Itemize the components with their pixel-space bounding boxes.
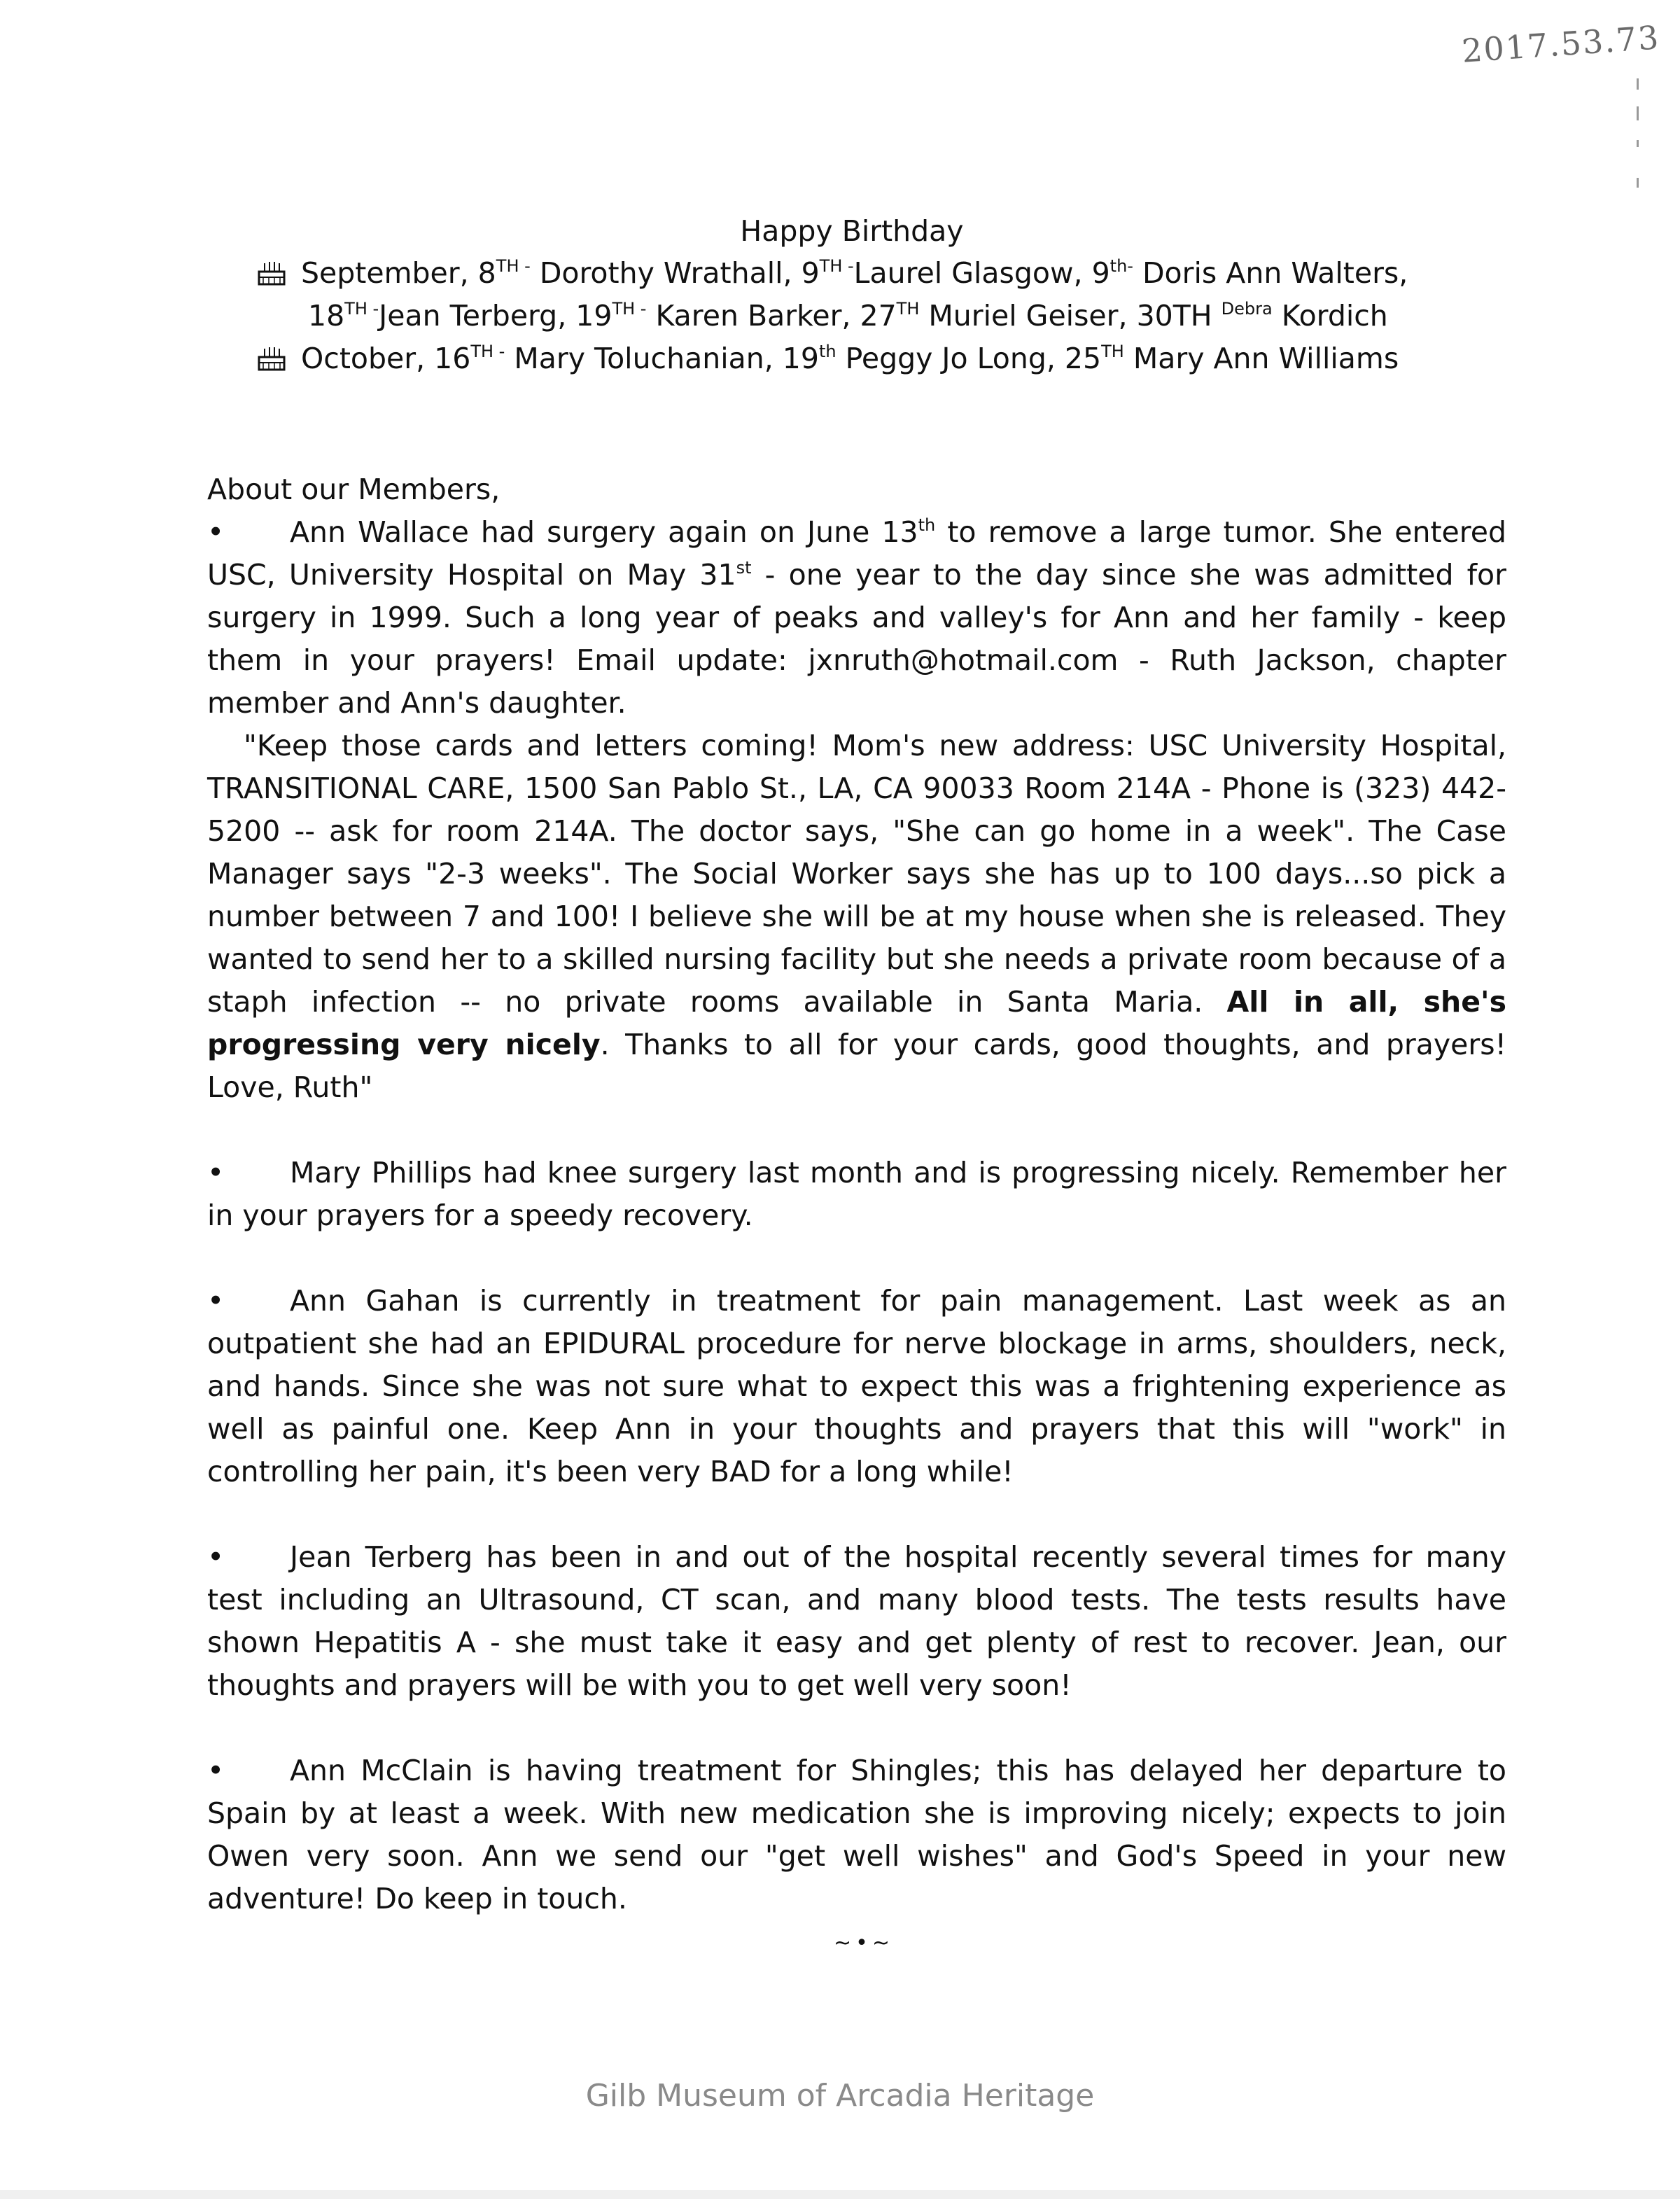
first-name-superscript: Debra [1221, 299, 1273, 319]
ordinal-suffix: st [736, 558, 752, 578]
birthday-line-september-cont [207, 295, 1506, 337]
note-text: Mary Phillips had knee surgery last month and is progressing nicely. Remember her in your prayers for a speedy recovery. [207, 1156, 1506, 1232]
note-text: Ann Gahan is currently in treatment for pain management. Last week as an outpatient she had an EPIDURAL procedure for nerve blockage in arms, shoulders, neck, and hands. Since she was not sure what to expect this was a frightening experience as well as painful one. Keep Ann in your thoughts and prayers that this will "work" in controlling her pain, it's been very BAD for a long while! [207, 1284, 1506, 1488]
ordinal-suffix: th [918, 515, 936, 535]
birthday-text: Dorothy Wrathall, 9 [530, 256, 820, 290]
bullet: • [207, 1754, 225, 1787]
ordinal-suffix: TH - [612, 299, 647, 319]
section-divider: ~•~ [834, 1931, 894, 1955]
ordinal-suffix: TH - [819, 256, 854, 276]
birthday-section [207, 210, 1506, 380]
member-note-quote [207, 725, 1506, 1109]
note-text: Ann McClain is having treatment for Shingles; this has delayed her departure to Spain by at least a week. With new medication she is improving nicely; expects to join Owen very soon. Ann we send our "get well wishes" and God's Speed in your new adventure! Do keep in touch. [207, 1754, 1506, 1915]
ordinal-suffix: th [818, 342, 836, 361]
birthday-line-october [207, 337, 1506, 380]
birthday-title: Happy Birthday [740, 214, 964, 248]
bullet: • [207, 1540, 225, 1574]
catalog-number: 2017.53.73 [1460, 18, 1661, 70]
edge-mark [1637, 140, 1639, 147]
ordinal-suffix: TH - [344, 299, 379, 319]
edge-mark [1637, 78, 1639, 90]
birthday-text: Muriel Geiser, 30TH [919, 299, 1222, 333]
bullet: • [207, 515, 225, 549]
ordinal-suffix: TH - [470, 342, 505, 361]
footer-watermark: Gilb Museum of Arcadia Heritage [585, 2078, 1095, 2114]
bullet: • [207, 1156, 225, 1189]
member-note-wallace [207, 511, 1506, 725]
birthday-text: Jean Terberg, 19 [379, 299, 612, 333]
birthday-text: Karen Barker, 27 [646, 299, 897, 333]
member-note-gahan [207, 1280, 1506, 1493]
member-note-terberg [207, 1536, 1506, 1707]
birthday-text: Doris Ann Walters, [1133, 256, 1408, 290]
birthday-text: October, 16 [301, 342, 471, 375]
ordinal-suffix: TH [1101, 342, 1124, 361]
birthday-line-september [207, 252, 1506, 295]
newsletter-page [207, 210, 1506, 1964]
note-text: Ann Wallace had surgery again on June 13 [290, 515, 918, 549]
birthday-text: September, 8 [301, 256, 496, 290]
member-note-phillips [207, 1152, 1506, 1237]
birthday-text: Kordich [1272, 299, 1388, 333]
birthday-text: 18 [308, 299, 345, 333]
note-text: to remove a large tumor. She entered USC, University Hospital on May 31 [207, 515, 1506, 592]
quote-bold-text: All in all, she's progressing very nicely [207, 985, 1506, 1061]
members-section [207, 468, 1506, 1964]
members-heading: About our Members, [207, 473, 500, 506]
edge-mark [1637, 106, 1639, 120]
birthday-text: Mary Toluchanian, 19 [505, 342, 819, 375]
birthday-cake-icon [256, 344, 287, 372]
note-text: Jean Terberg has been in and out of the hospital recently several times for many test including an Ultrasound, CT scan, and many blood tests. The tests results have shown Hepatitis A - she must take it easy and get plenty of rest to recover. Jean, our thoughts and prayers will be with you to get well very soon! [207, 1540, 1506, 1702]
edge-mark [1637, 178, 1639, 188]
scan-bottom-edge [0, 2190, 1680, 2199]
birthday-cake-icon [256, 259, 287, 287]
ordinal-suffix: TH - [496, 256, 531, 276]
quote-text: . Thanks to all for your cards, good thoughts, and prayers! Love, Ruth" [207, 1028, 1507, 1104]
quote-text: "Keep those cards and letters coming! Mom's new address: USC University Hospital, TRANSITIONAL CARE, 1500 San Pablo St., LA, CA 90033 Room 214A - Phone is (323) 442-5200 -- ask for room 214A. The doctor says, "She can go home in a week". The Case Manager says "2-3 weeks". The Social Worker says she has up to 100 days...so pick a number between 7 and 100! I believe she will be at my house when she is released. They wanted to send her to a skilled nursing facility but she needs a private room because of a staph infection -- no private rooms available in Santa Maria. [207, 729, 1506, 1019]
bullet: • [207, 1284, 225, 1318]
ordinal-suffix: TH [896, 299, 920, 319]
birthday-text: Peggy Jo Long, 25 [836, 342, 1102, 375]
note-text: - one year to the day since she was admitted for surgery in 1999. Such a long year of peaks and valley's for Ann and her family - keep them in your prayers! Email update: jxnruth@hotmail.com - Ruth Jackson, chapter member and Ann's daughter. [207, 558, 1506, 720]
member-note-mcclain [207, 1750, 1506, 1920]
birthday-text: Laurel Glasgow, 9 [853, 256, 1110, 290]
birthday-text: Mary Ann Williams [1124, 342, 1399, 375]
ordinal-suffix: th- [1110, 256, 1133, 276]
